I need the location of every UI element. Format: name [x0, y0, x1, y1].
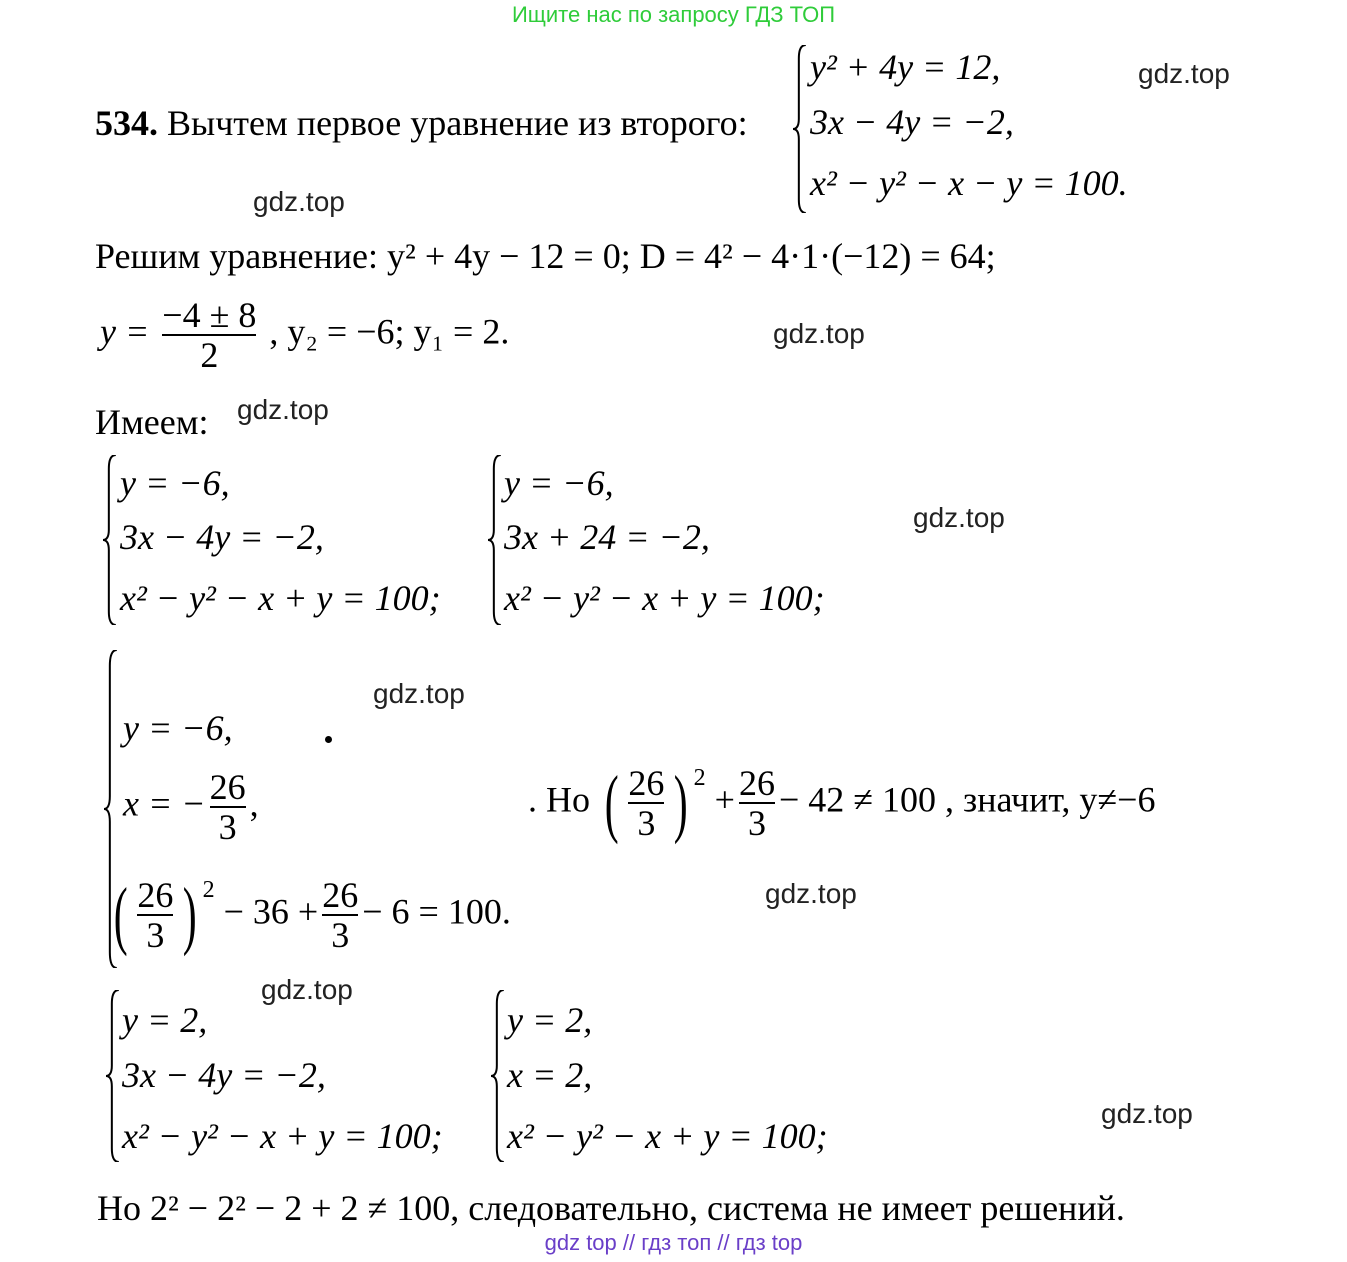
- fraction: [739, 764, 775, 842]
- system2a-line3: x² − y² − x + y = 100;: [120, 578, 441, 618]
- y-formula: [100, 296, 509, 374]
- numerator: 26: [322, 875, 359, 915]
- stray-dot: [325, 736, 332, 743]
- fraction: [628, 764, 664, 842]
- problem-intro: [95, 103, 748, 143]
- watermark: gdz.top: [1138, 58, 1230, 89]
- y-denominator: 2: [200, 335, 219, 375]
- numerator: 26: [209, 767, 246, 807]
- y-fraction: [162, 296, 256, 374]
- numerator: 26: [137, 875, 174, 915]
- y-numerator: −4 ± 8: [162, 295, 257, 335]
- fraction: [322, 876, 358, 954]
- system2b-line2: 3x + 24 = −2,: [504, 517, 710, 557]
- watermark: gdz.top: [1101, 1098, 1193, 1129]
- system4a-line1: y = 2,: [122, 1000, 208, 1040]
- watermark: gdz.top: [913, 502, 1005, 533]
- system-brace: [793, 45, 807, 213]
- system2b-line1: y = −6,: [504, 463, 614, 503]
- denominator: 3: [747, 803, 766, 843]
- watermark: gdz.top: [237, 394, 329, 425]
- check-suffix: − 42 ≠ 100 , значит, y≠−6: [778, 779, 1156, 820]
- system3-line2: [123, 768, 259, 846]
- system4b-line2: x = 2,: [507, 1055, 593, 1095]
- comma: ,: [249, 783, 259, 824]
- intro-text: Вычтем первое уравнение из второго:: [167, 103, 748, 143]
- watermark: gdz.top: [765, 878, 857, 909]
- system2b-line3: x² − y² − x + y = 100;: [504, 578, 825, 618]
- system2a-line1: y = −6,: [120, 463, 230, 503]
- system-brace: [106, 990, 120, 1162]
- search-hint-banner[interactable]: Ищите нас по запросу ГДЗ ТОП: [511, 2, 836, 27]
- x-prefix: x = −: [123, 783, 206, 824]
- system2a-line2: 3x − 4y = −2,: [120, 517, 324, 557]
- system4b-line1: y = 2,: [507, 1000, 593, 1040]
- system4b-line3: x² − y² − x + y = 100;: [507, 1116, 828, 1156]
- system3-line1: y = −6,: [123, 708, 233, 748]
- solve-equation-line: Решим уравнение: y² + 4y − 12 = 0; D = 4² − 4·1·(−12) = 64;: [95, 236, 996, 276]
- watermark: gdz.top: [261, 974, 353, 1005]
- check-y-neg6: . Но ( $\frac{26}{3}$ ) $^2$ + $\frac{26}{3}$ − 42 ≠ 100 , значит, y≠−6: [528, 761, 1156, 845]
- but-label: . Но: [528, 779, 590, 820]
- conclusion: Но 2² − 2² − 2 + 2 ≠ 100, следовательно, система не имеет решений.: [97, 1188, 1125, 1228]
- numerator: 26: [628, 763, 665, 803]
- y-roots: , y₂ = −6; y₁ = 2.: [269, 311, 510, 352]
- equation-end: − 6 = 100.: [362, 891, 511, 932]
- numerator: 26: [738, 763, 775, 803]
- watermark: gdz.top: [253, 186, 345, 217]
- problem-number: 534.: [95, 103, 158, 143]
- y-lhs: y =: [100, 311, 150, 352]
- system-brace: [103, 455, 117, 625]
- exponent: 2: [693, 765, 706, 791]
- middle-terms: − 36 +: [223, 891, 319, 932]
- plus: +: [714, 779, 735, 820]
- watermark: gdz.top: [373, 678, 465, 709]
- denominator: 3: [331, 915, 350, 955]
- fraction: [210, 768, 246, 846]
- denominator: 3: [146, 915, 165, 955]
- denominator: 3: [637, 803, 656, 843]
- system-brace: [491, 990, 505, 1162]
- have-label: Имеем:: [95, 402, 209, 442]
- system-brace: [488, 455, 502, 625]
- denominator: 3: [218, 807, 237, 847]
- system4a-line2: 3x − 4y = −2,: [122, 1055, 326, 1095]
- fraction: [137, 876, 173, 954]
- system1-line2: 3x − 4y = −2,: [810, 102, 1014, 142]
- system3-line3: ( $\frac{26}{3}$ ) $^2$ − 36 + $\frac{26}{3}$ − 6 = 100.: [113, 873, 511, 957]
- watermark: gdz.top: [773, 318, 865, 349]
- system1-line1: y² + 4y = 12,: [810, 47, 1001, 87]
- footer-links[interactable]: gdz top // гдз топ // гдз top: [544, 1230, 803, 1255]
- exponent: 2: [202, 877, 215, 903]
- system1-line3: x² − y² − x − y = 100.: [810, 163, 1128, 203]
- system4a-line3: x² − y² − x + y = 100;: [122, 1116, 443, 1156]
